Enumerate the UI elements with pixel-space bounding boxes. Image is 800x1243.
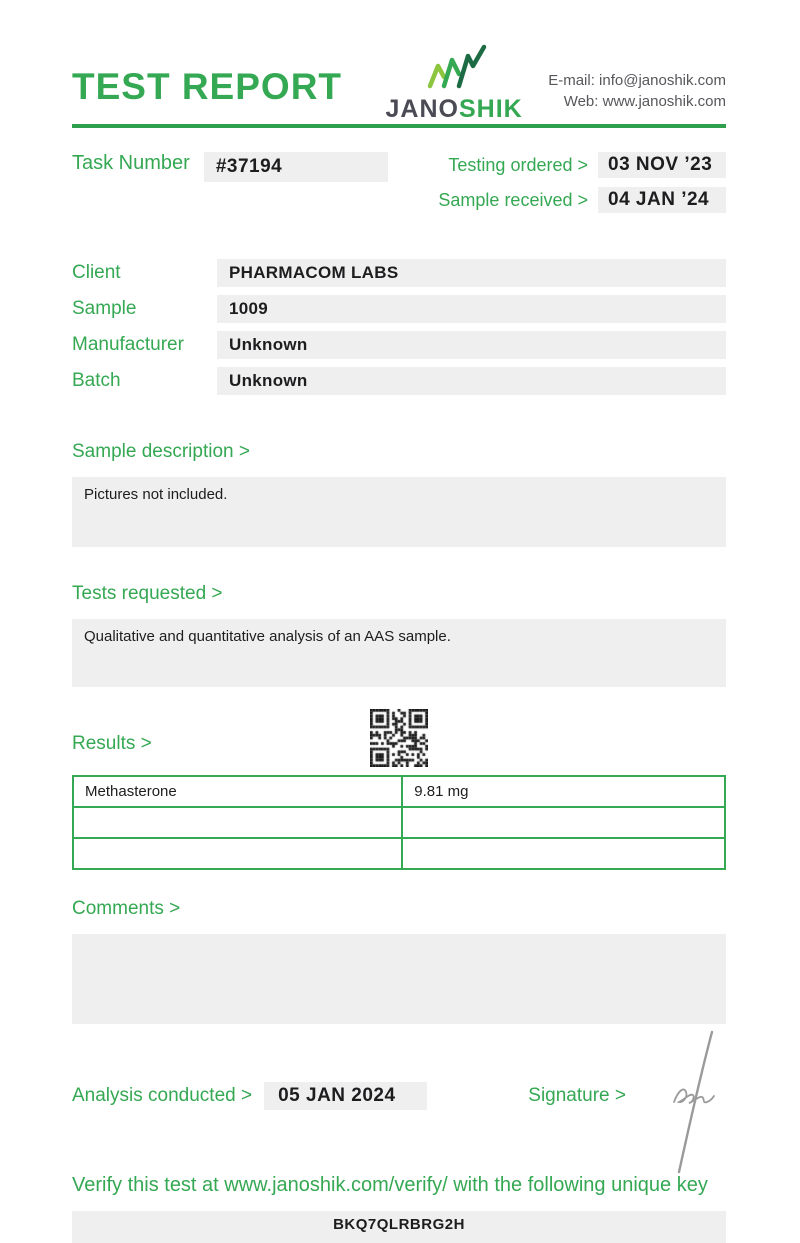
task-dates	[438, 152, 726, 213]
manufacturer-label: Manufacturer	[72, 334, 184, 355]
tests-requested-heading: Tests requested >	[72, 583, 223, 604]
verify-key: BKQ7QLRBRG2H	[72, 1211, 726, 1243]
sample-label: Sample	[72, 298, 137, 319]
result-amount	[402, 807, 725, 838]
logo-chart-icon	[420, 44, 488, 95]
testing-ordered-label: Testing ordered >	[448, 154, 588, 175]
signature-image	[648, 1026, 740, 1182]
results-header	[72, 713, 726, 773]
contact-web: Web: www.janoshik.com	[563, 93, 726, 110]
header	[72, 40, 726, 123]
logo-shik: SHIK	[458, 95, 523, 123]
task-number-value: #37194	[204, 152, 388, 182]
verify-text: Verify this test at www.janoshik.com/verify/ with the following unique key	[72, 1174, 708, 1196]
testing-ordered-row	[448, 152, 726, 178]
result-amount	[402, 838, 725, 869]
task-number	[72, 152, 388, 213]
sample-description-section	[72, 441, 726, 547]
table-row	[73, 838, 725, 869]
result-amount: 9.81 mg	[402, 776, 725, 807]
sample-received-label: Sample received >	[438, 189, 588, 210]
signature-label: Signature >	[528, 1085, 626, 1106]
logo-wordmark	[386, 97, 523, 122]
analysis-conducted-label: Analysis conducted >	[72, 1085, 253, 1106]
sample-value: 1009	[217, 295, 726, 323]
results-heading: Results >	[72, 733, 152, 754]
info-row-batch	[72, 367, 726, 395]
results-section	[72, 713, 726, 870]
info-row-client	[72, 259, 726, 287]
batch-value: Unknown	[217, 367, 726, 395]
comments-section	[72, 898, 726, 1024]
client-value: PHARMACOM LABS	[217, 259, 726, 287]
tests-requested-box: Qualitative and quantitative analysis of an AAS sample.	[72, 619, 726, 687]
manufacturer-value: Unknown	[217, 331, 726, 359]
batch-label: Batch	[72, 370, 121, 391]
header-divider	[72, 124, 726, 128]
results-table	[72, 775, 726, 870]
page-title: TEST REPORT	[72, 66, 343, 107]
comments-box	[72, 934, 726, 1024]
info-row-sample	[72, 295, 726, 323]
comments-heading: Comments >	[72, 898, 181, 919]
table-row	[73, 807, 725, 838]
sample-received-value: 04 JAN ’24	[598, 187, 726, 213]
task-number-label: Task Number	[72, 152, 190, 174]
testing-ordered-value: 03 NOV ’23	[598, 152, 726, 178]
janoshik-logo	[386, 44, 523, 122]
analysis-conducted-value: 05 JAN 2024	[264, 1082, 427, 1110]
sample-received-row	[438, 187, 726, 213]
table-row	[73, 776, 725, 807]
logo-jano: JANO	[385, 95, 459, 123]
result-substance	[73, 807, 402, 838]
result-substance: Methasterone	[73, 776, 402, 807]
info-row-manufacturer	[72, 331, 726, 359]
result-substance	[73, 838, 402, 869]
client-label: Client	[72, 262, 121, 283]
qr-code	[370, 709, 428, 767]
contact-info	[548, 70, 726, 112]
analysis-signature-row	[72, 1082, 726, 1110]
sample-info	[72, 259, 726, 395]
tests-requested-section	[72, 583, 726, 687]
contact-email: E-mail: info@janoshik.com	[548, 72, 726, 89]
task-section	[72, 152, 726, 213]
sample-description-box: Pictures not included.	[72, 477, 726, 547]
sample-description-heading: Sample description >	[72, 441, 250, 462]
